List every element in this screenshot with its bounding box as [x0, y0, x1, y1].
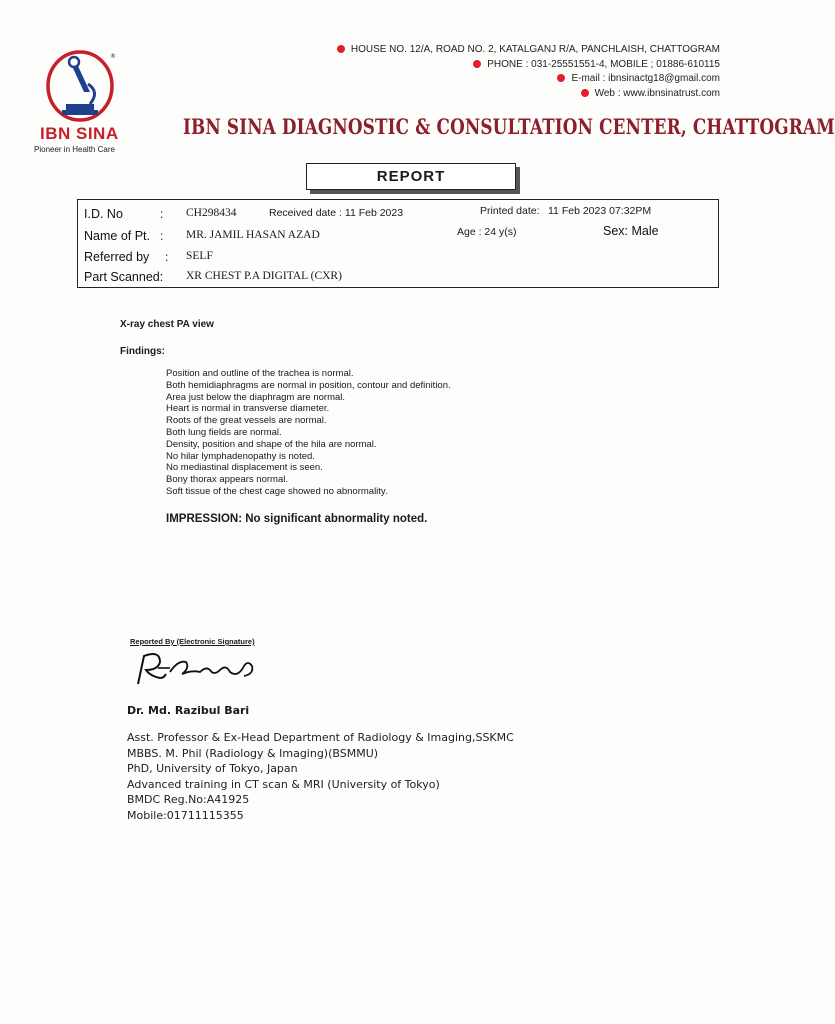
bullet-icon: [581, 89, 589, 97]
bullet-icon: [473, 60, 481, 68]
sex: Sex: Male: [603, 224, 659, 238]
id-value: CH298434: [186, 207, 237, 219]
impression: IMPRESSION: No significant abnormality noted.: [166, 513, 428, 525]
finding-item: Density, position and shape of the hila are normal.: [166, 438, 377, 450]
finding-item: No mediastinal displacement is seen.: [166, 462, 323, 474]
address-line: HOUSE NO. 12/A, ROAD NO. 2, KATALGANJ R/A, PANCHLAISH, CHATTOGRAM: [337, 44, 720, 55]
finding-item: Both hemidiaphragms are normal in position, contour and definition.: [166, 379, 451, 391]
referred-colon: :: [165, 250, 169, 264]
referred-label: Referred by: [84, 250, 150, 264]
id-colon: :: [160, 207, 164, 221]
finding-item: Position and outline of the trachea is normal.: [166, 368, 354, 379]
received-date: Received date : 11 Feb 2023: [269, 207, 404, 219]
doctor-name: Dr. Md. Razibul Bari: [127, 704, 250, 717]
age: Age : 24 y(s): [457, 226, 517, 238]
finding-item: Both lung fields are normal.: [166, 426, 282, 438]
name-colon: :: [160, 229, 164, 243]
findings-heading: Findings:: [120, 346, 165, 357]
signature-label: Reported By (Electronic Signature): [130, 637, 255, 646]
credential-line: Advanced training in CT scan & MRI (University of Tokyo): [127, 777, 440, 791]
phone-line: PHONE : 031-25551551-4, MOBILE ; 01886-610115: [473, 59, 720, 70]
credential-line: BMDC Reg.No:A41925: [127, 793, 250, 806]
finding-item: Heart is normal in transverse diameter.: [166, 403, 330, 415]
bullet-icon: [337, 45, 345, 53]
brand-tagline: Pioneer in Health Care: [34, 145, 115, 154]
finding-item: No hilar lymphadenopathy is noted.: [166, 450, 315, 462]
name-label: Name of Pt.: [84, 229, 150, 243]
finding-item: Soft tissue of the chest cage showed no abnormality.: [166, 485, 388, 497]
name-value: MR. JAMIL HASAN AZAD: [186, 229, 320, 241]
brand-name: IBN SINA: [40, 124, 119, 143]
report-title-box: [306, 163, 516, 190]
credential-line: MBBS. M. Phil (Radiology & Imaging)(BSMMU): [127, 746, 379, 760]
doctor-credentials: [127, 730, 514, 823]
bullet-icon: [557, 74, 565, 82]
email-line: E-mail : ibnsinactg18@gmail.com: [557, 73, 720, 84]
report-title: REPORT: [376, 168, 446, 185]
findings-list: [166, 368, 451, 498]
finding-item: Roots of the great vessels are normal.: [166, 415, 327, 427]
part-value: XR CHEST P.A DIGITAL (CXR): [186, 270, 342, 282]
view-heading: X-ray chest PA view: [120, 319, 214, 330]
finding-item: Bony thorax appears normal.: [166, 474, 288, 486]
center-name: IBN SINA DIAGNOSTIC & CONSULTATION CENTER, CHATTOGRAM: [183, 114, 835, 139]
finding-item: Area just below the diaphragm are normal.: [166, 391, 346, 403]
credential-line: Asst. Professor & Ex-Head Department of Radiology & Imaging,SSKMC: [127, 731, 514, 744]
printed-label: Printed date:: [480, 205, 540, 217]
referred-value: SELF: [186, 250, 213, 262]
web-line: Web : www.ibnsinatrust.com: [581, 88, 720, 99]
printed-value: 11 Feb 2023 07:32PM: [548, 205, 652, 217]
credential-line: PhD, University of Tokyo, Japan: [127, 762, 298, 775]
part-label: Part Scanned:: [84, 270, 164, 284]
signature-image: [130, 648, 260, 690]
id-label: I.D. No: [84, 207, 123, 221]
credential-line: Mobile:01711115355: [127, 808, 244, 822]
svg-text:®: ®: [110, 53, 116, 60]
